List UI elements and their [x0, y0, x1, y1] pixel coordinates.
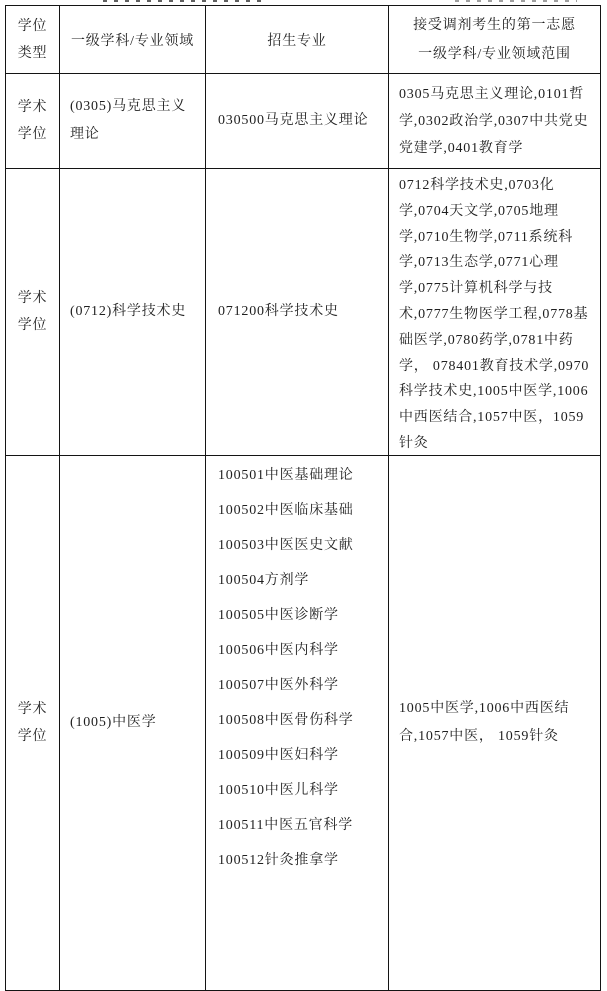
row-3-major-list: [206, 456, 389, 991]
major-item: 100511中医五官科学: [218, 818, 354, 833]
row-2-transfer-scope: 0712科学技术史,0703化学,0704天文学,0705地理学,0710生物学,0711系统科学,0713生态学,0771心理学,0775计算机科学与技术,0777生物医学工程,0778基础医学,0780药学,0781中药学， 078401教育技术学,0970科学技术史,1005中医学,1006中西医结合,1057中医，1059针灸: [389, 169, 601, 456]
major-item: 100505中医诊断学: [218, 608, 339, 623]
major-item: 100502中医临床基础: [218, 503, 354, 518]
row-2-degree-type: 学术学位: [6, 169, 60, 456]
major-item: 100501中医基础理论: [218, 468, 354, 483]
major-item: 100512针灸推拿学: [218, 853, 339, 868]
major-item: 100503中医医史文献: [218, 538, 354, 553]
header-transfer-scope-line1: 接受调剂考生的第一志愿: [413, 17, 576, 33]
row-3-discipline: (1005)中医学: [60, 456, 206, 991]
row-2-discipline: (0712)科学技术史: [60, 169, 206, 456]
row-1-transfer-scope: 0305马克思主义理论,0101哲学,0302政治学,0307中共党史党建学,0401教育学: [389, 74, 601, 169]
row-3-transfer-scope: 1005中医学,1006中西医结合,1057中医， 1059针灸: [389, 456, 601, 991]
row-1-major: 030500马克思主义理论: [206, 74, 389, 169]
major-item: 100507中医外科学: [218, 678, 339, 693]
header-transfer-scope: [389, 6, 601, 74]
row-1-degree-type: 学术学位: [6, 74, 60, 169]
clipped-text-artifact-left: [103, 0, 266, 2]
clipped-text-artifact-right: [455, 0, 577, 2]
major-item: 100508中医骨伤科学: [218, 713, 354, 728]
header-major-label: 招生专业: [267, 33, 327, 49]
major-item: 100509中医妇科学: [218, 748, 339, 763]
header-major: [206, 6, 389, 74]
row-3-degree-type: 学术学位: [6, 456, 60, 991]
header-degree-type: [6, 6, 60, 74]
header-transfer-scope-line2: 一级学科/专业领域范围: [418, 46, 571, 62]
row-2-major: 071200科学技术史: [206, 169, 389, 456]
major-item: 100510中医儿科学: [218, 783, 339, 798]
major-item: 100504方剂学: [218, 573, 310, 588]
header-discipline-label: 一级学科/专业领域: [70, 33, 195, 49]
header-degree-type-label: 学位类型: [17, 18, 48, 61]
admission-transfer-table: [5, 5, 601, 991]
row-1-discipline: (0305)马克思主义理论: [60, 74, 206, 169]
header-discipline: [60, 6, 206, 74]
major-item: 100506中医内科学: [218, 643, 339, 658]
